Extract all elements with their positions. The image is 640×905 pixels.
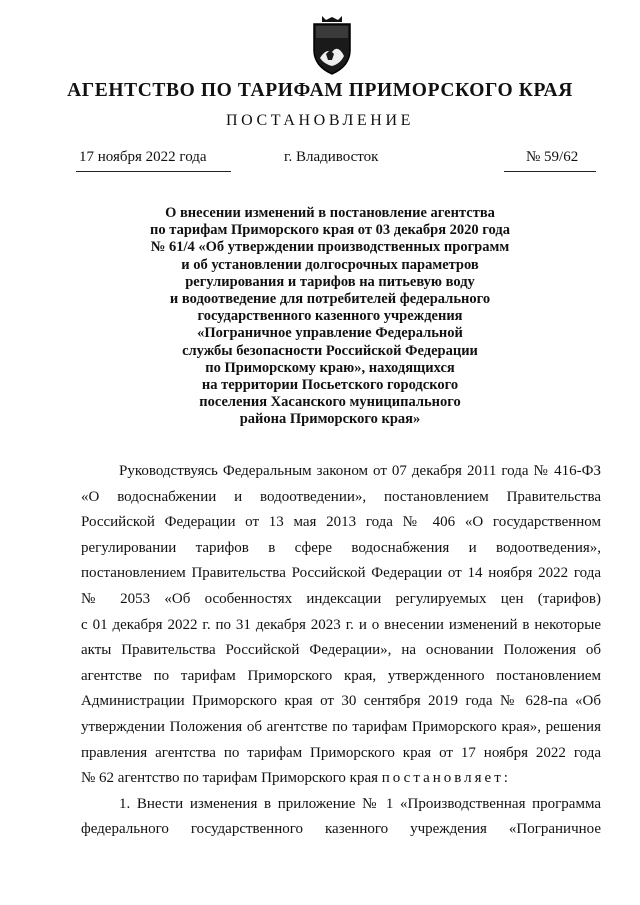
document-title xyxy=(100,205,560,429)
resolves-word: постановляет: xyxy=(381,770,511,787)
coat-of-arms-emblem xyxy=(306,14,358,76)
body-line-text: № 62 агентство по тарифам Приморского края xyxy=(81,770,379,787)
title-line: по Приморскому краю», находящихся xyxy=(205,359,455,376)
title-line: района Приморского края» xyxy=(239,411,421,428)
title-line: № 61/4 «Об утверждении производственных программ xyxy=(150,239,510,256)
body-line: акты Правительства Российской Федерации», на основании Положения об xyxy=(81,642,601,659)
title-line: службы безопасности Российской Федерации xyxy=(182,342,478,359)
document-body xyxy=(81,459,601,843)
body-line: «О водоснабжении и водоотведении», постановлением Правительства xyxy=(81,488,601,505)
title-line: по тарифам Приморского края от 03 декабря 2020 года xyxy=(150,222,510,239)
body-line: правления агентства по тарифам Приморского края от 17 ноября 2022 года xyxy=(81,744,601,761)
title-line: государственного казенного учреждения xyxy=(197,308,463,325)
document-date: 17 ноября 2022 года xyxy=(79,149,207,165)
document-type: ПОСТАНОВЛЕНИЕ xyxy=(226,112,414,129)
date-underline xyxy=(76,171,231,172)
title-line: и водоотведение для потребителей федерального xyxy=(169,291,491,308)
number-underline xyxy=(504,171,596,172)
body-line: постановлением Правительства Российской Федерации от 14 ноября 2022 года xyxy=(81,565,601,582)
body-line: Российской Федерации от 13 мая 2013 года № 406 «О государственном xyxy=(81,514,601,531)
item-line: 1. Внести изменения в приложение № 1 «Производственная программа xyxy=(119,795,601,812)
title-line: регулирования и тарифов на питьевую воду xyxy=(185,273,475,290)
title-line: О внесении изменений в постановление агентства xyxy=(165,205,495,221)
body-line: № 2053 «Об особенностях индексации регулируемых цен (тарифов) xyxy=(81,590,601,607)
title-line: на территории Посьетского городского xyxy=(201,377,459,394)
title-line: поселения Хасанского муниципального xyxy=(199,394,461,411)
body-line: Администрации Приморского края от 30 сентября 2019 года № 628-па «Об xyxy=(81,693,601,710)
body-line-resolution xyxy=(81,766,601,792)
item-line: федерального государственного казенного учреждения «Пограничное xyxy=(81,821,601,838)
body-line: агентстве по тарифам Приморского края, утвержденного постановлением xyxy=(81,667,601,684)
document-city: г. Владивосток xyxy=(284,149,379,165)
body-line: с 01 декабря 2022 г. по 31 декабря 2023 г. и о внесении изменений в некоторые xyxy=(81,616,601,633)
body-line: регулировании тарифов в сфере водоснабжения и водоотведения», xyxy=(81,539,601,556)
agency-name: АГЕНТСТВО ПО ТАРИФАМ ПРИМОРСКОГО КРАЯ xyxy=(67,80,573,101)
document-number: № 59/62 xyxy=(526,149,579,165)
body-line: Руководствуясь Федеральным законом от 07 декабря 2011 года № 416-ФЗ xyxy=(119,463,601,479)
body-line: утверждении Положения об агентстве по тарифам Приморского края», решения xyxy=(81,718,601,735)
title-line: и об установлении долгосрочных параметров xyxy=(181,256,479,273)
title-line: «Пограничное управление Федеральной xyxy=(197,325,463,342)
